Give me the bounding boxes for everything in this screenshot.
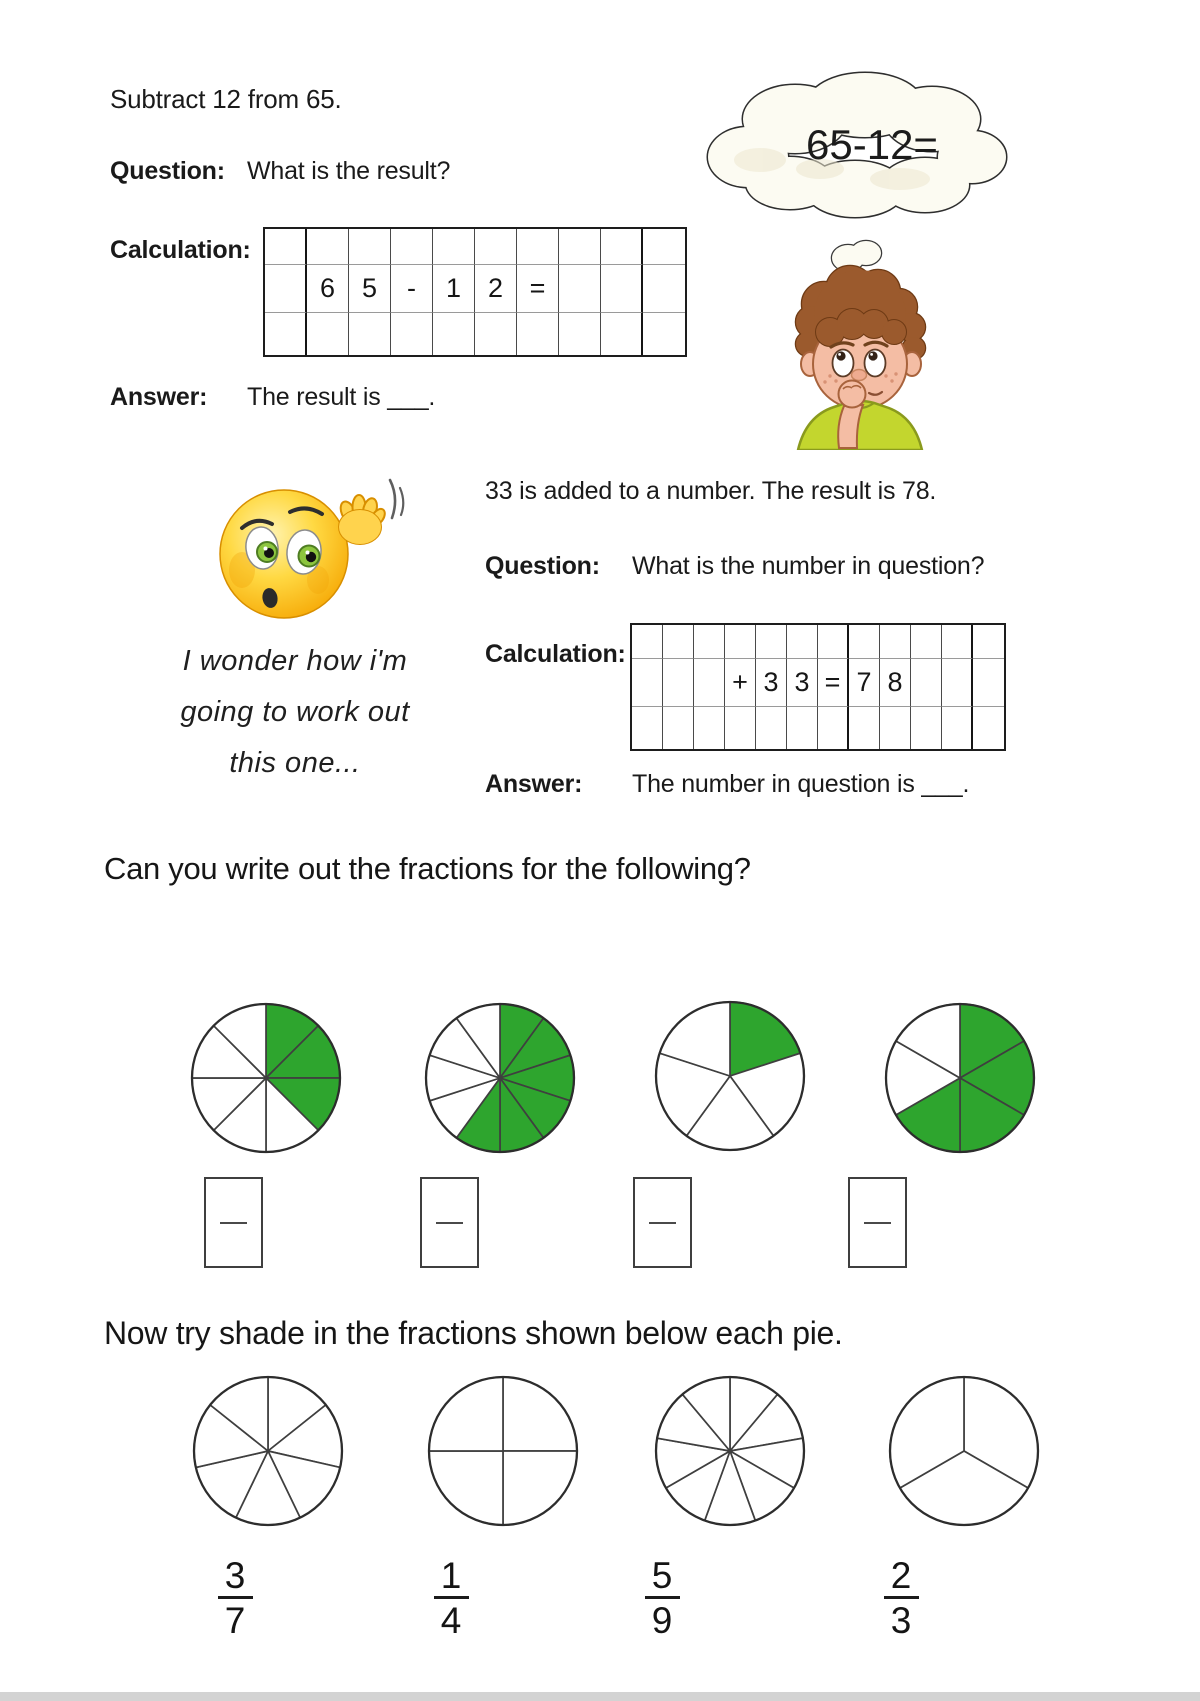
fraction-answer-box-1[interactable] (204, 1177, 263, 1268)
calc-cell[interactable] (601, 229, 643, 265)
calc-cell[interactable]: 8 (880, 659, 911, 707)
calc-cell[interactable] (663, 625, 694, 659)
calc-cell[interactable] (911, 707, 942, 749)
shade-fractions-heading: Now try shade in the fractions shown below each pie. (104, 1315, 843, 1351)
calc-cell[interactable] (265, 313, 307, 355)
pie-chart (650, 996, 810, 1156)
empty-pie-1[interactable] (188, 1371, 348, 1536)
fraction-bar (864, 1222, 891, 1224)
problem1-question-label: Question: (110, 157, 225, 185)
calc-cell[interactable]: - (391, 265, 433, 313)
calc-cell[interactable]: 7 (849, 659, 880, 707)
problem1-answer-text: The result is ___. (247, 383, 436, 411)
problem1-answer-label: Answer: (110, 383, 208, 411)
problem2-question-text: What is the number in question? (632, 552, 985, 580)
thought-text: 65-12= (806, 121, 938, 168)
fraction-bar (884, 1596, 919, 1599)
calc-cell[interactable] (973, 707, 1004, 749)
calc-cell[interactable]: 6 (307, 265, 349, 313)
problem2-answer-label: Answer: (485, 770, 583, 798)
caption-line-1: I wonder how i'm (182, 645, 408, 677)
calc-cell[interactable] (818, 625, 849, 659)
problem1-statement: Subtract 12 from 65. (110, 84, 342, 114)
calc-cell[interactable] (663, 707, 694, 749)
calc-cell[interactable] (694, 625, 725, 659)
calc-cell[interactable] (942, 625, 973, 659)
calculation-grid-1 (263, 227, 687, 357)
calc-cell[interactable] (517, 229, 559, 265)
fraction-answer-box-3[interactable] (633, 1177, 692, 1268)
calc-cell[interactable] (787, 625, 818, 659)
calc-cell[interactable]: 3 (756, 659, 787, 707)
caption-line-3: this one... (229, 747, 361, 779)
calc-cell[interactable] (601, 313, 643, 355)
denominator: 9 (651, 1600, 673, 1641)
pie-chart (186, 998, 346, 1158)
empty-pie-2[interactable] (423, 1371, 583, 1536)
calc-cell[interactable] (307, 229, 349, 265)
pie-chart (420, 998, 580, 1158)
empty-pie-3[interactable] (650, 1371, 810, 1536)
calc-cell[interactable] (880, 707, 911, 749)
thinking-boy-illustration (772, 250, 947, 450)
calc-cell[interactable] (756, 625, 787, 659)
calc-cell[interactable] (475, 313, 517, 355)
calc-cell[interactable] (433, 313, 475, 355)
target-fraction-3 (639, 1556, 685, 1640)
target-fraction-4 (878, 1556, 924, 1640)
problem1-question-text: What is the result? (247, 157, 451, 185)
fraction-pie-1 (186, 998, 346, 1163)
calc-cell[interactable] (349, 313, 391, 355)
calc-cell[interactable] (942, 707, 973, 749)
calc-cell[interactable] (391, 313, 433, 355)
pie-chart (880, 998, 1040, 1158)
calc-cell[interactable] (643, 229, 685, 265)
calc-cell[interactable] (391, 229, 433, 265)
calc-cell[interactable]: 1 (433, 265, 475, 313)
problem2-question-label: Question: (485, 552, 600, 580)
calc-cell[interactable] (349, 229, 391, 265)
calc-cell[interactable] (787, 707, 818, 749)
calc-cell[interactable] (559, 313, 601, 355)
calc-cell[interactable] (632, 625, 663, 659)
calc-cell[interactable] (694, 659, 725, 707)
empty-pie-4[interactable] (884, 1371, 1044, 1536)
calc-cell[interactable] (475, 229, 517, 265)
calc-cell[interactable] (849, 707, 880, 749)
fraction-bar (220, 1222, 247, 1224)
caption-line-2: going to work out (180, 696, 410, 728)
calc-cell[interactable] (307, 313, 349, 355)
fraction-pie-2 (420, 998, 580, 1163)
fraction-answer-box-2[interactable] (420, 1177, 479, 1268)
calc-cell[interactable] (725, 625, 756, 659)
calc-cell[interactable]: 3 (787, 659, 818, 707)
calc-cell[interactable] (911, 659, 942, 707)
calculation-grid-2 (630, 623, 1006, 751)
fraction-pie-3 (650, 996, 810, 1161)
calc-cell[interactable] (643, 313, 685, 355)
thought-cloud (700, 57, 1010, 242)
calc-cell[interactable]: + (725, 659, 756, 707)
pie-chart (423, 1371, 583, 1531)
pie-chart (650, 1371, 810, 1531)
numerator: 2 (890, 1555, 912, 1596)
problem2-calculation-label: Calculation: (485, 640, 626, 668)
worried-emoji-illustration (192, 466, 412, 636)
calc-cell[interactable]: 2 (475, 265, 517, 313)
boy-fist (839, 381, 866, 408)
calc-cell[interactable] (265, 265, 307, 313)
calc-cell[interactable] (517, 313, 559, 355)
problem2-answer-text: The number in question is ___. (632, 770, 970, 798)
calc-cell[interactable] (973, 659, 1004, 707)
numerator: 1 (440, 1555, 462, 1596)
target-fraction-1 (212, 1556, 258, 1640)
motion-line (400, 488, 403, 515)
calc-cell[interactable] (643, 265, 685, 313)
calc-cell[interactable]: 5 (349, 265, 391, 313)
calc-cell[interactable]: = (517, 265, 559, 313)
fraction-bar (218, 1596, 253, 1599)
calc-cell[interactable] (756, 707, 787, 749)
calc-cell[interactable] (973, 625, 1004, 659)
numerator: 3 (224, 1555, 246, 1596)
calc-cell[interactable] (849, 625, 880, 659)
calc-cell[interactable] (632, 707, 663, 749)
calc-cell[interactable] (663, 659, 694, 707)
fraction-answer-box-4[interactable] (848, 1177, 907, 1268)
calc-cell[interactable] (559, 229, 601, 265)
emoji-hand (338, 495, 388, 544)
motion-line (390, 480, 395, 518)
calc-cell[interactable]: = (818, 659, 849, 707)
calc-cell[interactable] (601, 265, 643, 313)
calc-cell[interactable] (559, 265, 601, 313)
fraction-bar (434, 1596, 469, 1599)
pie-chart (188, 1371, 348, 1531)
calc-cell[interactable] (694, 707, 725, 749)
calc-cell[interactable] (632, 659, 663, 707)
page-bottom-edge (0, 1692, 1200, 1701)
target-fraction-2 (428, 1556, 474, 1640)
calc-cell[interactable] (942, 659, 973, 707)
pie-chart (884, 1371, 1044, 1531)
calc-cell[interactable] (725, 707, 756, 749)
denominator: 7 (224, 1600, 246, 1641)
calc-cell[interactable] (880, 625, 911, 659)
emoji-caption (140, 636, 450, 789)
calc-cell[interactable] (265, 229, 307, 265)
denominator: 4 (440, 1600, 462, 1641)
calc-cell[interactable] (818, 707, 849, 749)
numerator: 5 (651, 1555, 673, 1596)
fraction-bar (436, 1222, 463, 1224)
fraction-bar (645, 1596, 680, 1599)
problem1-calculation-label: Calculation: (110, 236, 251, 264)
calc-cell[interactable] (433, 229, 475, 265)
calc-cell[interactable] (911, 625, 942, 659)
denominator: 3 (890, 1600, 912, 1641)
fraction-pie-4 (880, 998, 1040, 1163)
fraction-bar (649, 1222, 676, 1224)
write-fractions-heading: Can you write out the fractions for the following? (104, 851, 751, 886)
problem2-statement: 33 is added to a number. The result is 78. (485, 477, 937, 505)
